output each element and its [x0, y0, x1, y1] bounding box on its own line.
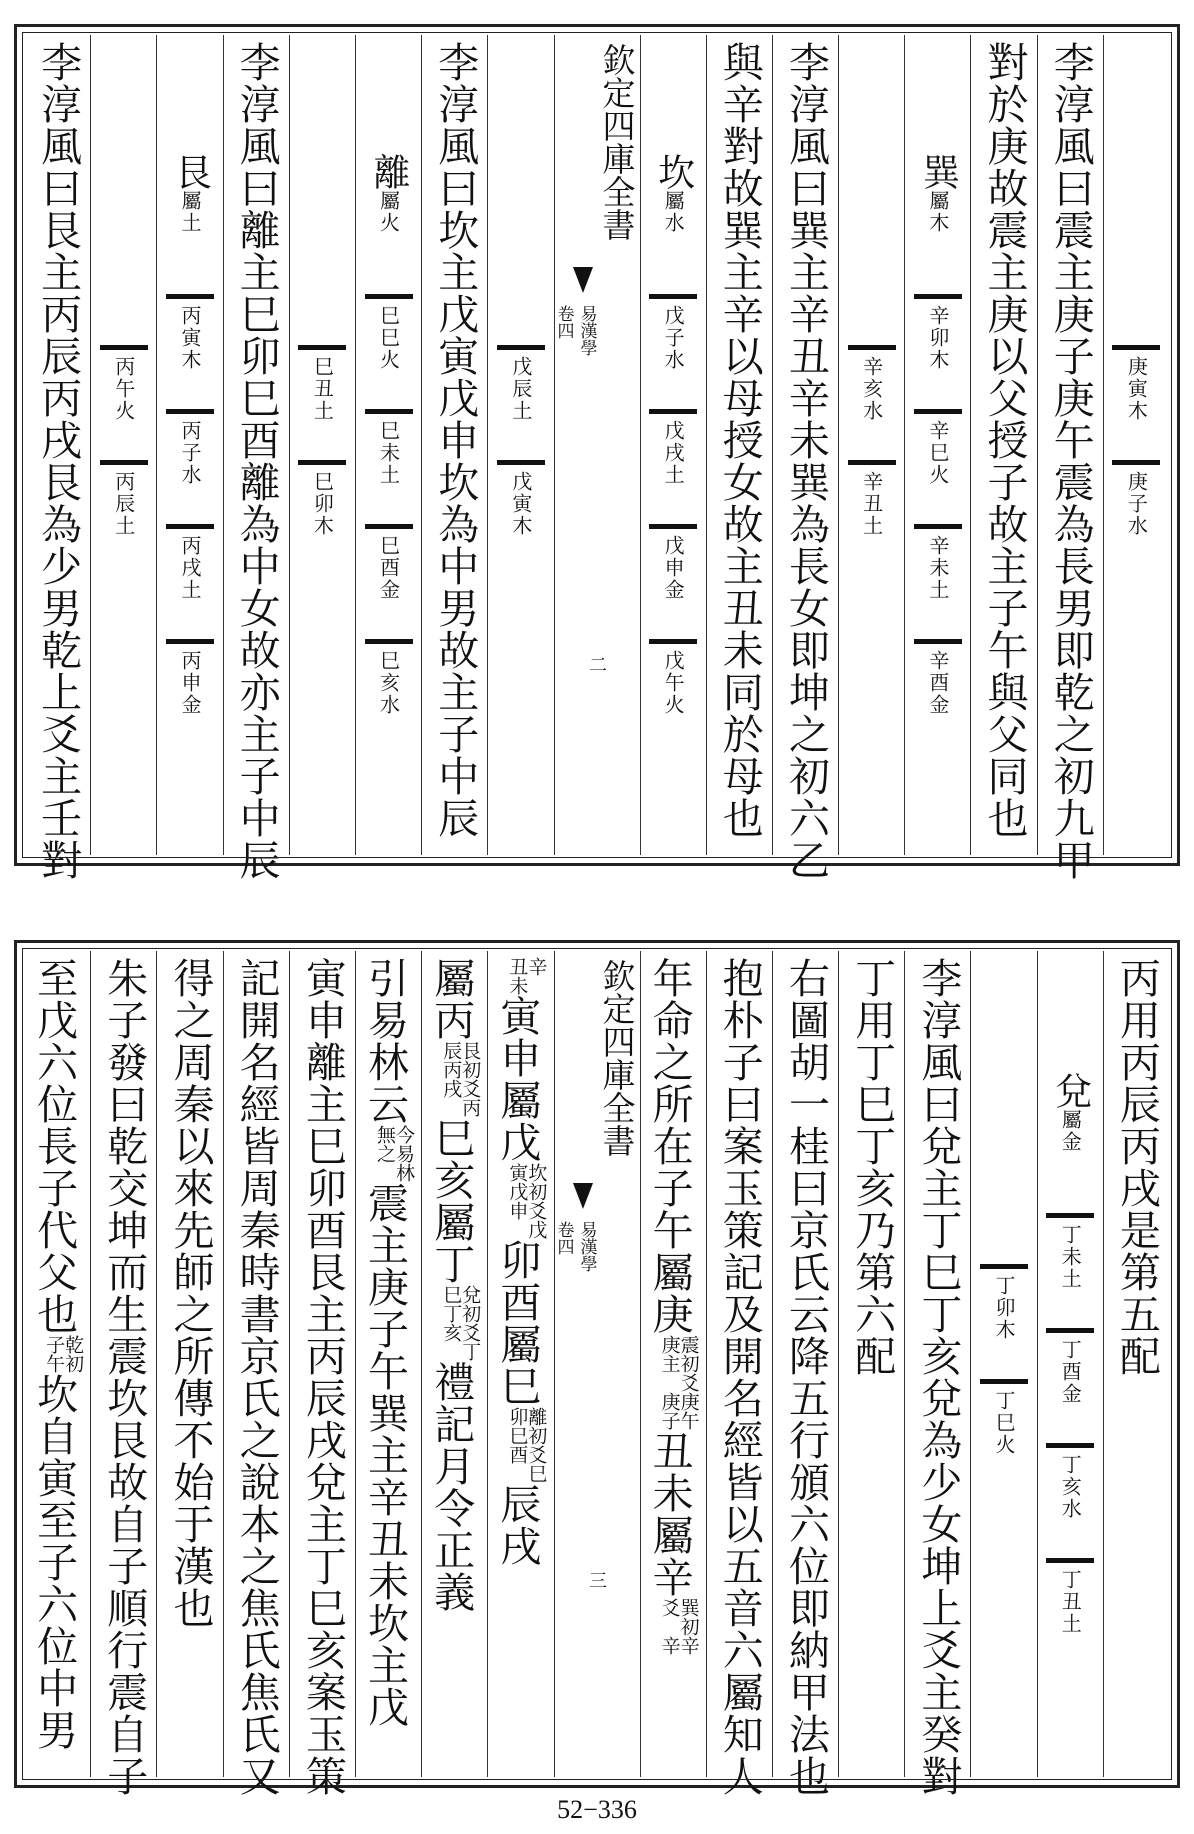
yao-line [365, 524, 413, 529]
column-text: 李淳風曰兌主丁巳丁亥兌為少女坤上爻主癸對 [914, 957, 963, 1797]
yao-line [649, 524, 697, 529]
yao-entry: 丁丑土 [1058, 1568, 1083, 1635]
yao-entry: 丙寅木 [177, 304, 202, 371]
yao-line [100, 345, 148, 350]
trigram-name: 離 [367, 152, 411, 190]
note-line: 庚主 [658, 1335, 681, 1373]
yao-entry: 巳卯木 [310, 471, 335, 537]
interlinear-note [440, 1041, 482, 1117]
column-text: 右圖胡一桂曰京氏云降五行頒六位即納甲法也 [781, 957, 830, 1797]
najia-table-column [90, 35, 156, 855]
yao-entry: 巳丑土 [310, 356, 335, 422]
main-text: 卯酉屬巳 [493, 1239, 542, 1407]
collection-title: 欽定四庫全書 [597, 43, 637, 241]
note-line: 艮初爻丙 [459, 1041, 482, 1117]
yao-entry: 丙辰土 [111, 471, 136, 537]
interlinear-note [506, 1163, 548, 1239]
column-text: 丙用丙辰丙戌是第五配 [1112, 957, 1161, 1377]
note-line: 乾初 [62, 1335, 85, 1373]
bottom-page [14, 940, 1180, 1797]
note-line: 丑 [506, 957, 529, 976]
note-line: 兌初爻丁 [459, 1285, 482, 1361]
text-column [223, 35, 289, 881]
interlinear-note [660, 1636, 698, 1655]
main-text: 屬丙 [427, 957, 476, 1041]
column-text: 李淳風曰震主庚子庚午震為長男即乾之初九甲 [1046, 41, 1095, 881]
book-title: 易漢學 [576, 1221, 597, 1272]
leaf-number: 三 [586, 1571, 607, 1589]
yao-entry: 丙戌土 [177, 534, 202, 601]
note-line: 無之 [374, 1125, 397, 1163]
interlinear-note [660, 1335, 698, 1392]
interlinear-note [506, 976, 529, 995]
najia-table-column [1103, 35, 1169, 855]
text-column [289, 951, 355, 1797]
note-line: 離初爻巳 [525, 1407, 548, 1483]
yao-line [497, 460, 545, 465]
yao-line [365, 409, 413, 414]
column-text: 丁用丁巳丁亥乃第六配 [848, 957, 897, 1377]
column-text: 對於庚故震主庚以父授子故主子午與父同也 [980, 41, 1029, 839]
text-column [838, 951, 904, 1777]
trigram-element: 屬金 [1058, 1108, 1083, 1153]
text-column [772, 951, 838, 1797]
top-page-columns [25, 35, 1169, 881]
note-line: 卯巳酉 [506, 1407, 529, 1464]
main-text: 辰戌 [493, 1483, 542, 1567]
yao-entry: 辛巳火 [925, 419, 950, 486]
center-fold [554, 951, 640, 1777]
najia-table-column [904, 35, 970, 855]
collection-title: 欽定四庫全書 [597, 959, 637, 1157]
main-text: 引易林云 [361, 957, 410, 1125]
yao-entry: 戊午火 [661, 649, 686, 716]
note-line: 巽初 [677, 1598, 700, 1636]
interlinear-note [374, 1125, 416, 1182]
yao-entry: 辛丑土 [859, 471, 884, 537]
annotated-column [640, 951, 706, 1777]
note-line: 坎初爻戊 [525, 1163, 548, 1239]
text-column [904, 951, 970, 1797]
yao-line [1112, 460, 1160, 465]
text-column [421, 35, 487, 855]
trigram-name: 兌 [1048, 1071, 1092, 1109]
yao-entry: 丙午火 [111, 356, 136, 422]
note-line: 辛 [677, 1636, 700, 1655]
najia-table-column [487, 35, 553, 855]
page-number: 52−336 [557, 1795, 637, 1824]
yao-entry: 丁巳火 [992, 1390, 1017, 1456]
column-text: 朱子發曰乾交坤而生震坎艮故自子順行震自子 [100, 957, 149, 1797]
text-column [706, 951, 772, 1797]
volume-label: 卷四 [553, 1221, 574, 1255]
text-column [156, 951, 222, 1777]
najia-table-column [355, 35, 421, 855]
main-text: 震主庚子午巽主辛丑未坎主戊 [361, 1182, 410, 1728]
annotated-column [487, 951, 553, 1777]
interlinear-note [660, 1598, 698, 1636]
yao-entry: 丁酉金 [1058, 1338, 1083, 1405]
column-text: 李淳風曰離主巳卯巳酉離為中女故亦主子中辰 [232, 41, 281, 881]
yao-entry: 庚寅木 [1124, 356, 1149, 422]
text-column [25, 35, 90, 881]
yao-entry: 丙子水 [177, 419, 202, 486]
najia-table-column [1037, 951, 1103, 1777]
yao-entry: 丙申金 [177, 649, 202, 716]
yao-line [166, 294, 214, 299]
yao-line [980, 1264, 1028, 1269]
interlinear-note [43, 1335, 85, 1373]
fishtail-mark [573, 1183, 593, 1209]
yao-entry: 辛卯木 [925, 304, 950, 371]
yao-entry: 戊申金 [661, 534, 686, 601]
text-column [1103, 951, 1169, 1777]
text-column [223, 951, 289, 1797]
column-text: 李淳風曰坎主戊寅戊申坎為中男故主子中辰 [431, 41, 480, 839]
yao-line [1112, 345, 1160, 350]
interlinear-note [506, 1407, 548, 1483]
interlinear-note [506, 957, 548, 976]
yao-line [497, 345, 545, 350]
column-text: 李淳風曰艮主丙辰丙戌艮為少男乾上爻主壬對 [34, 41, 83, 881]
yao-entry: 辛未土 [925, 534, 950, 601]
najia-table-column [838, 35, 904, 855]
yao-line [914, 294, 962, 299]
text-column [90, 951, 156, 1797]
top-page [14, 24, 1180, 881]
trigram-element: 屬水 [661, 189, 686, 234]
volume-label: 卷四 [553, 305, 574, 339]
column-text [361, 951, 416, 1777]
note-line: 巳丁亥 [440, 1285, 463, 1342]
text-column [1037, 35, 1103, 881]
column-text: 記開名經皆周秦時書京氏之說本之焦氏焦氏又 [232, 957, 281, 1797]
column-text: 與辛對故巽主辛以母授女故主丑未同於母也 [715, 41, 764, 839]
main-text: 丑未屬辛 [645, 1430, 694, 1598]
note-line: 辛 [525, 957, 548, 976]
main-text: 巳亥屬丁 [427, 1117, 476, 1285]
column-text [645, 951, 700, 1777]
najia-table-column [640, 35, 706, 855]
yao-entry: 巳未土 [376, 419, 401, 486]
yao-entry: 丁亥水 [1058, 1453, 1083, 1520]
yao-entry: 丁未土 [1058, 1223, 1083, 1290]
yao-entry: 庚子水 [1124, 471, 1149, 537]
yao-line [298, 460, 346, 465]
main-text: 至戊六位長子代父也 [30, 957, 79, 1335]
note-line: 今易林 [393, 1125, 416, 1182]
trigram-name: 坎 [651, 152, 695, 190]
interlinear-note [660, 1392, 698, 1430]
note-line: 辰丙戌 [440, 1041, 463, 1098]
column-text: 得之周秦以來先師之所傳不始于漢也 [166, 957, 215, 1629]
yao-entry: 戊寅木 [508, 471, 533, 537]
trigram-name: 巽 [916, 152, 960, 190]
column-text: 李淳風曰巽主辛丑辛未巽為長女即坤之初六乙 [781, 41, 830, 881]
yao-entry: 巳巳火 [376, 304, 401, 371]
note-line: 辛 [658, 1636, 681, 1655]
najia-table-column [156, 35, 222, 855]
annotated-column [421, 951, 487, 1777]
yao-line [980, 1379, 1028, 1384]
trigram-element: 屬木 [925, 189, 950, 234]
yao-line [649, 639, 697, 644]
yao-line [649, 409, 697, 414]
column-text: 抱朴子曰案玉策記及開名經皆以五音六屬知人 [715, 957, 764, 1797]
text-column [706, 35, 772, 855]
annotated-column [355, 951, 421, 1777]
column-text [30, 951, 85, 1777]
main-text: 年命之所在子午屬庚 [645, 957, 694, 1335]
annotated-column [25, 951, 90, 1777]
main-text: 寅申屬戊 [493, 995, 542, 1163]
column-text [427, 951, 482, 1777]
yao-line [365, 639, 413, 644]
najia-table-column [289, 35, 355, 855]
yao-line [914, 409, 962, 414]
leaf-number: 二 [586, 655, 607, 673]
yao-line [298, 345, 346, 350]
yao-entry: 丁卯木 [992, 1275, 1017, 1341]
yao-entry: 戊辰土 [508, 356, 533, 422]
note-line: 庚午 [677, 1392, 700, 1430]
yao-line [1046, 1213, 1094, 1218]
yao-line [100, 460, 148, 465]
note-line: 庚子 [658, 1392, 681, 1430]
yao-line [914, 524, 962, 529]
center-fold [554, 35, 640, 855]
yao-line [848, 345, 896, 350]
main-text: 坎自寅至子六位中男 [30, 1373, 79, 1751]
column-text: 寅申離主巳卯酉艮主丙辰戌兌主丁巳亥案玉策 [298, 957, 347, 1797]
yao-entry: 戊子水 [661, 304, 686, 371]
najia-table-column [970, 951, 1036, 1777]
book-title: 易漢學 [576, 305, 597, 356]
note-line: 子午 [43, 1335, 66, 1373]
note-line: 寅戊申 [506, 1163, 529, 1220]
note-line: 爻 [658, 1598, 681, 1617]
yao-line [166, 409, 214, 414]
yao-line [166, 524, 214, 529]
yao-entry: 巳亥水 [376, 649, 401, 716]
trigram-element: 屬土 [177, 189, 202, 234]
yao-entry: 戊戌土 [661, 419, 686, 486]
text-column [772, 35, 838, 881]
column-text [493, 951, 548, 1777]
yao-line [848, 460, 896, 465]
main-text: 禮記月令正義 [427, 1361, 476, 1613]
yao-line [365, 294, 413, 299]
yao-entry: 巳酉金 [376, 534, 401, 601]
interlinear-note [440, 1285, 482, 1361]
trigram-name: 艮 [168, 152, 212, 190]
yao-line [166, 639, 214, 644]
note-line: 未 [506, 976, 529, 995]
note-line: 震初爻 [677, 1335, 700, 1392]
yao-line [649, 294, 697, 299]
fishtail-mark [573, 267, 593, 293]
yao-line [1046, 1558, 1094, 1563]
yao-line [1046, 1328, 1094, 1333]
yao-entry: 辛酉金 [925, 649, 950, 716]
bottom-page-columns [25, 951, 1169, 1797]
trigram-element: 屬火 [376, 189, 401, 234]
yao-entry: 辛亥水 [859, 356, 884, 422]
yao-line [914, 639, 962, 644]
text-column [970, 35, 1036, 855]
yao-line [1046, 1443, 1094, 1448]
